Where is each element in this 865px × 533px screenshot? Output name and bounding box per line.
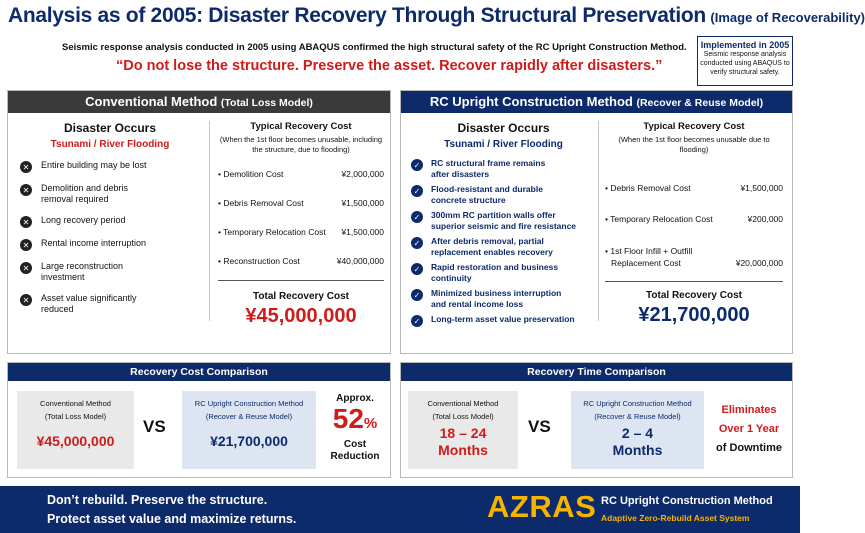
cost-conventional-box: Conventional Method (Total Loss Model) ¥45,000,000: [17, 391, 134, 469]
list-item: ✕ Large reconstruction investment: [20, 261, 200, 293]
cost-row: • Demolition Cost ¥2,000,000: [218, 169, 384, 179]
list-item: ✓ Rapid restoration and business continuity: [411, 262, 596, 288]
page-title-sub: (Image of Recoverability): [710, 10, 865, 25]
badge-text: Seismic response analysis conducted using ABAQUS to verify structural safety.: [700, 51, 790, 76]
time-comparison-panel: [400, 362, 793, 478]
slogan: “Do not lose the structure. Preserve the asset. Recover rapidly after disasters.”: [116, 58, 663, 74]
conventional-cost-title: Typical Recovery Cost: [250, 121, 352, 132]
check-circle-icon: ✓: [411, 315, 423, 327]
check-circle-icon: ✓: [411, 237, 423, 249]
list-item: ✓ Long-term asset value preservation: [411, 314, 596, 331]
cost-row: • Temporary Relocation Cost ¥1,500,000: [218, 227, 384, 237]
conventional-effects: [20, 121, 200, 325]
cost-row: • Debris Removal Cost ¥1,500,000: [218, 198, 384, 208]
conventional-costs: [218, 121, 384, 328]
implemented-badge: [697, 36, 793, 86]
x-circle-icon: ✕: [20, 161, 32, 173]
list-item: ✕ Entire building may be lost: [20, 160, 200, 183]
time-conventional-value: 18 – 24 Months: [438, 425, 488, 458]
check-circle-icon: ✓: [411, 185, 423, 197]
brand-logo: AZRAS: [487, 489, 597, 524]
check-circle-icon: ✓: [411, 263, 423, 275]
reduction-percent: 52%: [332, 403, 378, 434]
list-item: ✓ 300mm RC partition walls offer superior seismic and fire resistance: [411, 210, 596, 236]
x-circle-icon: ✕: [20, 184, 32, 196]
vs-label: VS: [528, 417, 551, 436]
list-item: ✓ Minimized business interruption and rental income loss: [411, 288, 596, 314]
list-item: ✓ RC structural frame remains after disasters: [411, 158, 596, 184]
badge-title: Implemented in 2005: [700, 40, 790, 50]
check-circle-icon: ✓: [411, 159, 423, 171]
cost-row: • Temporary Relocation Cost ¥200,000: [605, 214, 783, 224]
footer: [0, 486, 800, 533]
downtime-note: Eliminates Over 1 Year of Downtime: [716, 404, 782, 454]
conventional-panel: [7, 90, 391, 354]
time-conventional-box: Conventional Method (Total Loss Model) 18 – 24 Months: [408, 391, 518, 469]
list-item: ✕ Asset value significantly reduced: [20, 293, 200, 325]
check-circle-icon: ✓: [411, 289, 423, 301]
footer-system: Adaptive Zero-Rebuild Asset System: [601, 513, 750, 523]
list-item: ✓ Flood-resistant and durable concrete structure: [411, 184, 596, 210]
list-item: ✕ Demolition and debris removal required: [20, 183, 200, 215]
divider: [598, 121, 599, 321]
vs-label: VS: [143, 417, 166, 436]
footer-tagline: Don’t rebuild. Preserve the structure. Protect asset value and maximize returns.: [47, 493, 297, 526]
rc-cost-title: Typical Recovery Cost: [643, 121, 745, 132]
divider: [209, 121, 210, 321]
rc-occurs-sub: Tsunami / River Flooding: [444, 139, 563, 150]
conventional-header-sub: (Total Loss Model): [220, 97, 313, 109]
time-comparison-header: Recovery Time Comparison: [401, 363, 792, 381]
list-item: ✕ Rental income interruption: [20, 238, 200, 261]
time-rc-box: RC Upright Construction Method (Recover & Reuse Model) 2 – 4 Months: [571, 391, 704, 469]
rc-occurs: Disaster Occurs: [457, 121, 550, 135]
list-item: ✓ After debris removal, partial replacement enables recovery: [411, 236, 596, 262]
rc-header-sub: (Recover & Reuse Model): [636, 97, 764, 109]
cost-conventional-value: ¥45,000,000: [36, 433, 115, 449]
cost-comparison-panel: [7, 362, 391, 478]
conventional-cost-note: (When the 1st floor becomes unusable, including the structure, due to flooding): [219, 135, 383, 154]
conventional-occurs-sub: Tsunami / River Flooding: [50, 139, 170, 150]
rc-total-value: ¥21,700,000: [638, 304, 750, 326]
list-item: ✕ Long recovery period: [20, 215, 200, 238]
footer-method: RC Upright Construction Method: [601, 495, 773, 507]
x-circle-icon: ✕: [20, 239, 32, 251]
divider: [605, 281, 783, 282]
time-rc-value: 2 – 4 Months: [612, 425, 663, 458]
check-circle-icon: ✓: [411, 211, 423, 223]
conventional-header: [8, 91, 390, 113]
rc-effects-list: [411, 158, 596, 331]
conventional-total-label: Total Recovery Cost: [253, 291, 349, 302]
rc-total-label: Total Recovery Cost: [646, 290, 742, 301]
cost-row: • 1st Floor Infill + Outfill Replacement Cost ¥20,000,000: [605, 246, 783, 268]
rc-header: [401, 91, 792, 113]
x-circle-icon: ✕: [20, 262, 32, 274]
rc-costs: [605, 121, 783, 327]
rc-cost-note: (When the 1st floor becomes unusable due to flooding): [618, 135, 770, 154]
conventional-header-title: Conventional Method: [85, 94, 218, 109]
x-circle-icon: ✕: [20, 216, 32, 228]
rc-effects: [411, 121, 596, 331]
page-title: [8, 4, 865, 28]
rc-panel: [400, 90, 793, 354]
cost-rc-box: RC Upright Construction Method (Recover & Reuse Model) ¥21,700,000: [182, 391, 316, 469]
x-circle-icon: ✕: [20, 294, 32, 306]
cost-row: • Debris Removal Cost ¥1,500,000: [605, 183, 783, 193]
cost-reduction: Approx. 52% Cost Reduction: [320, 393, 390, 463]
cost-rc-value: ¥21,700,000: [210, 433, 288, 449]
divider: [218, 280, 384, 281]
page-subtitle: Seismic response analysis conducted in 2005 using ABAQUS confirmed the high structural safety of the RC Upright Construction Method.: [62, 42, 687, 53]
page-title-main: Analysis as of 2005: Disaster Recovery Through Structural Preservation: [8, 4, 706, 27]
cost-row: • Reconstruction Cost ¥40,000,000: [218, 256, 384, 266]
conventional-total-value: ¥45,000,000: [245, 305, 357, 327]
cost-comparison-header: Recovery Cost Comparison: [8, 363, 390, 381]
conventional-effects-list: [20, 160, 200, 325]
conventional-occurs: Disaster Occurs: [63, 121, 157, 135]
rc-header-title: RC Upright Construction Method: [429, 94, 633, 109]
